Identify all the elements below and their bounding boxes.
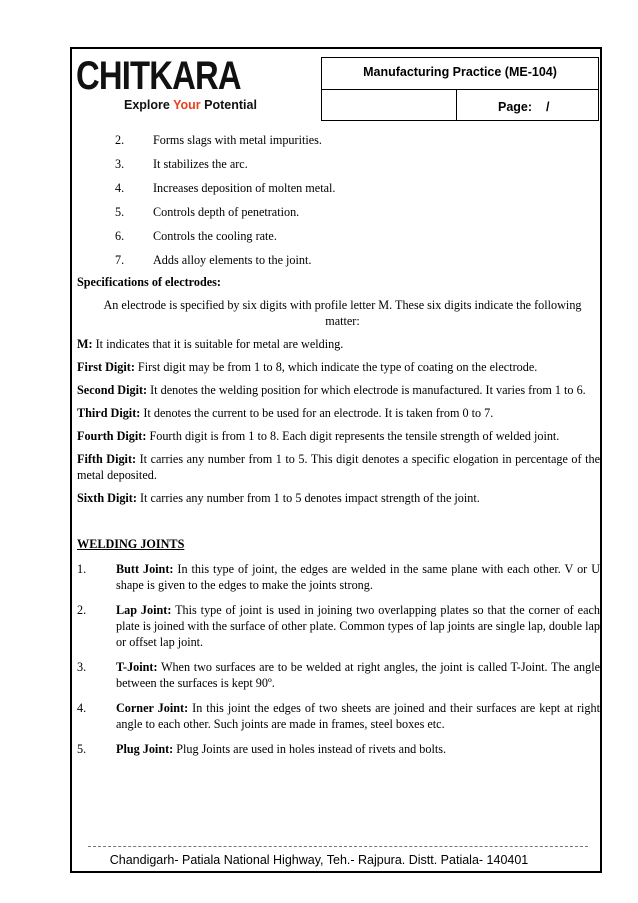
list-item (77, 226, 600, 250)
item-text: It stabilizes the arc. (153, 157, 248, 171)
item-number: 4. (115, 181, 125, 195)
joint-number: 4. (77, 701, 87, 715)
spec-item (77, 405, 600, 421)
spec-label: Fifth Digit: (77, 452, 137, 466)
joint-text: Plug Joints are used in holes instead of rivets and bolts. (173, 742, 447, 756)
spec-label: Second Digit: (77, 383, 148, 397)
spec-intro: An electrode is specified by six digits with profile letter M. These six digits indicate the following matter: (103, 298, 582, 328)
joint-label: Corner Joint: (116, 701, 189, 715)
item-number: 2. (115, 133, 125, 147)
item-number: 6. (115, 229, 125, 243)
item-text: Controls depth of penetration. (153, 205, 300, 219)
spec-text: Fourth digit is from 1 to 8. Each digit represents the tensile strength of welded joint. (146, 429, 560, 443)
spec-label: Sixth Digit: (77, 491, 137, 505)
list-item (77, 130, 600, 154)
list-item (77, 202, 600, 226)
item-text: Controls the cooling rate. (153, 229, 277, 243)
tagline-your: Your (173, 98, 201, 112)
spec-item (77, 490, 600, 506)
page-content (77, 130, 600, 766)
joint-number: 3. (77, 660, 87, 674)
spec-label: Fourth Digit: (77, 429, 147, 443)
welding-joints-heading: WELDING JOINTS (77, 537, 185, 551)
header-info-box (321, 57, 599, 121)
list-item (77, 154, 600, 178)
item-text: Forms slags with metal impurities. (153, 133, 322, 147)
electrode-functions-list (77, 130, 600, 274)
item-number: 3. (115, 157, 125, 171)
logo-wordmark: CHITKARA (76, 54, 241, 98)
list-item (77, 250, 600, 274)
joint-label: Lap Joint: (116, 603, 172, 617)
joint-label: Butt Joint: (116, 562, 174, 576)
joint-item (77, 659, 600, 691)
tagline-potential: Potential (204, 98, 257, 112)
spec-heading: Specifications of electrodes: (77, 275, 221, 289)
item-text: Adds alloy elements to the joint. (153, 253, 312, 267)
tagline-explore: Explore (124, 98, 170, 112)
joint-text: In this type of joint, the edges are welded in the same plane with each other. V or U shape is given to the edges to make the joints strong. (116, 562, 600, 592)
joint-number: 5. (77, 742, 87, 756)
chitkara-logo (76, 55, 266, 117)
joint-number: 2. (77, 603, 87, 617)
spec-item (77, 336, 600, 352)
spec-label: M: (77, 337, 93, 351)
course-title: Manufacturing Practice (ME-104) (363, 65, 557, 79)
header-cell-divider (456, 89, 457, 120)
joint-item (77, 700, 600, 732)
item-number: 5. (115, 205, 125, 219)
logo-tagline (124, 98, 257, 112)
joint-item (77, 741, 600, 757)
joint-label: Plug Joint: (116, 742, 174, 756)
item-text: Increases deposition of molten metal. (153, 181, 336, 195)
spec-label: First Digit: (77, 360, 135, 374)
spec-item (77, 359, 600, 375)
joint-text: In this joint the edges of two sheets are joined and their surfaces are kept at right angle to each other. Such joints are made in frames, steel boxes etc. (116, 701, 600, 731)
item-number: 7. (115, 253, 125, 267)
page-separator: / (546, 100, 550, 114)
joint-label: T-Joint: (116, 660, 158, 674)
spec-text: It carries any number from 1 to 5 denotes impact strength of the joint. (136, 491, 480, 505)
joint-item (77, 561, 600, 593)
page-label: Page: (498, 100, 533, 114)
page-number-field (498, 100, 550, 114)
spec-text: First digit may be from 1 to 8, which indicate the type of coating on the electrode. (134, 360, 538, 374)
spec-item (77, 428, 600, 444)
footer-divider (88, 846, 588, 847)
joint-number: 1. (77, 562, 87, 576)
spec-text: It denotes the welding position for which electrode is manufactured. It varies from 1 to 6. (147, 383, 586, 397)
joint-text: This type of joint is used in joining two overlapping plates so that the corner of each plate is joined with the surface of other plate. Common types of lap joints are single lap, double lap or offset lap joint. (116, 603, 600, 649)
joint-item (77, 602, 600, 650)
spec-item (77, 382, 600, 398)
spec-item (77, 451, 600, 483)
joint-text: When two surfaces are to be welded at right angles, the joint is called T-Joint. The angle between the surfaces is kept 90º. (116, 660, 600, 690)
header-divider (322, 89, 598, 90)
spec-label: Third Digit: (77, 406, 141, 420)
spec-text: It carries any number from 1 to 5. This digit denotes a specific elogation in percentage of the metal deposited. (77, 452, 600, 482)
spec-text: It indicates that it is suitable for metal are welding. (92, 337, 344, 351)
list-item (77, 178, 600, 202)
spec-text: It denotes the current to be used for an electrode. It is taken from 0 to 7. (140, 406, 494, 420)
footer-address: Chandigarh- Patiala National Highway, Teh.- Rajpura. Distt. Patiala- 140401 (109, 853, 529, 867)
